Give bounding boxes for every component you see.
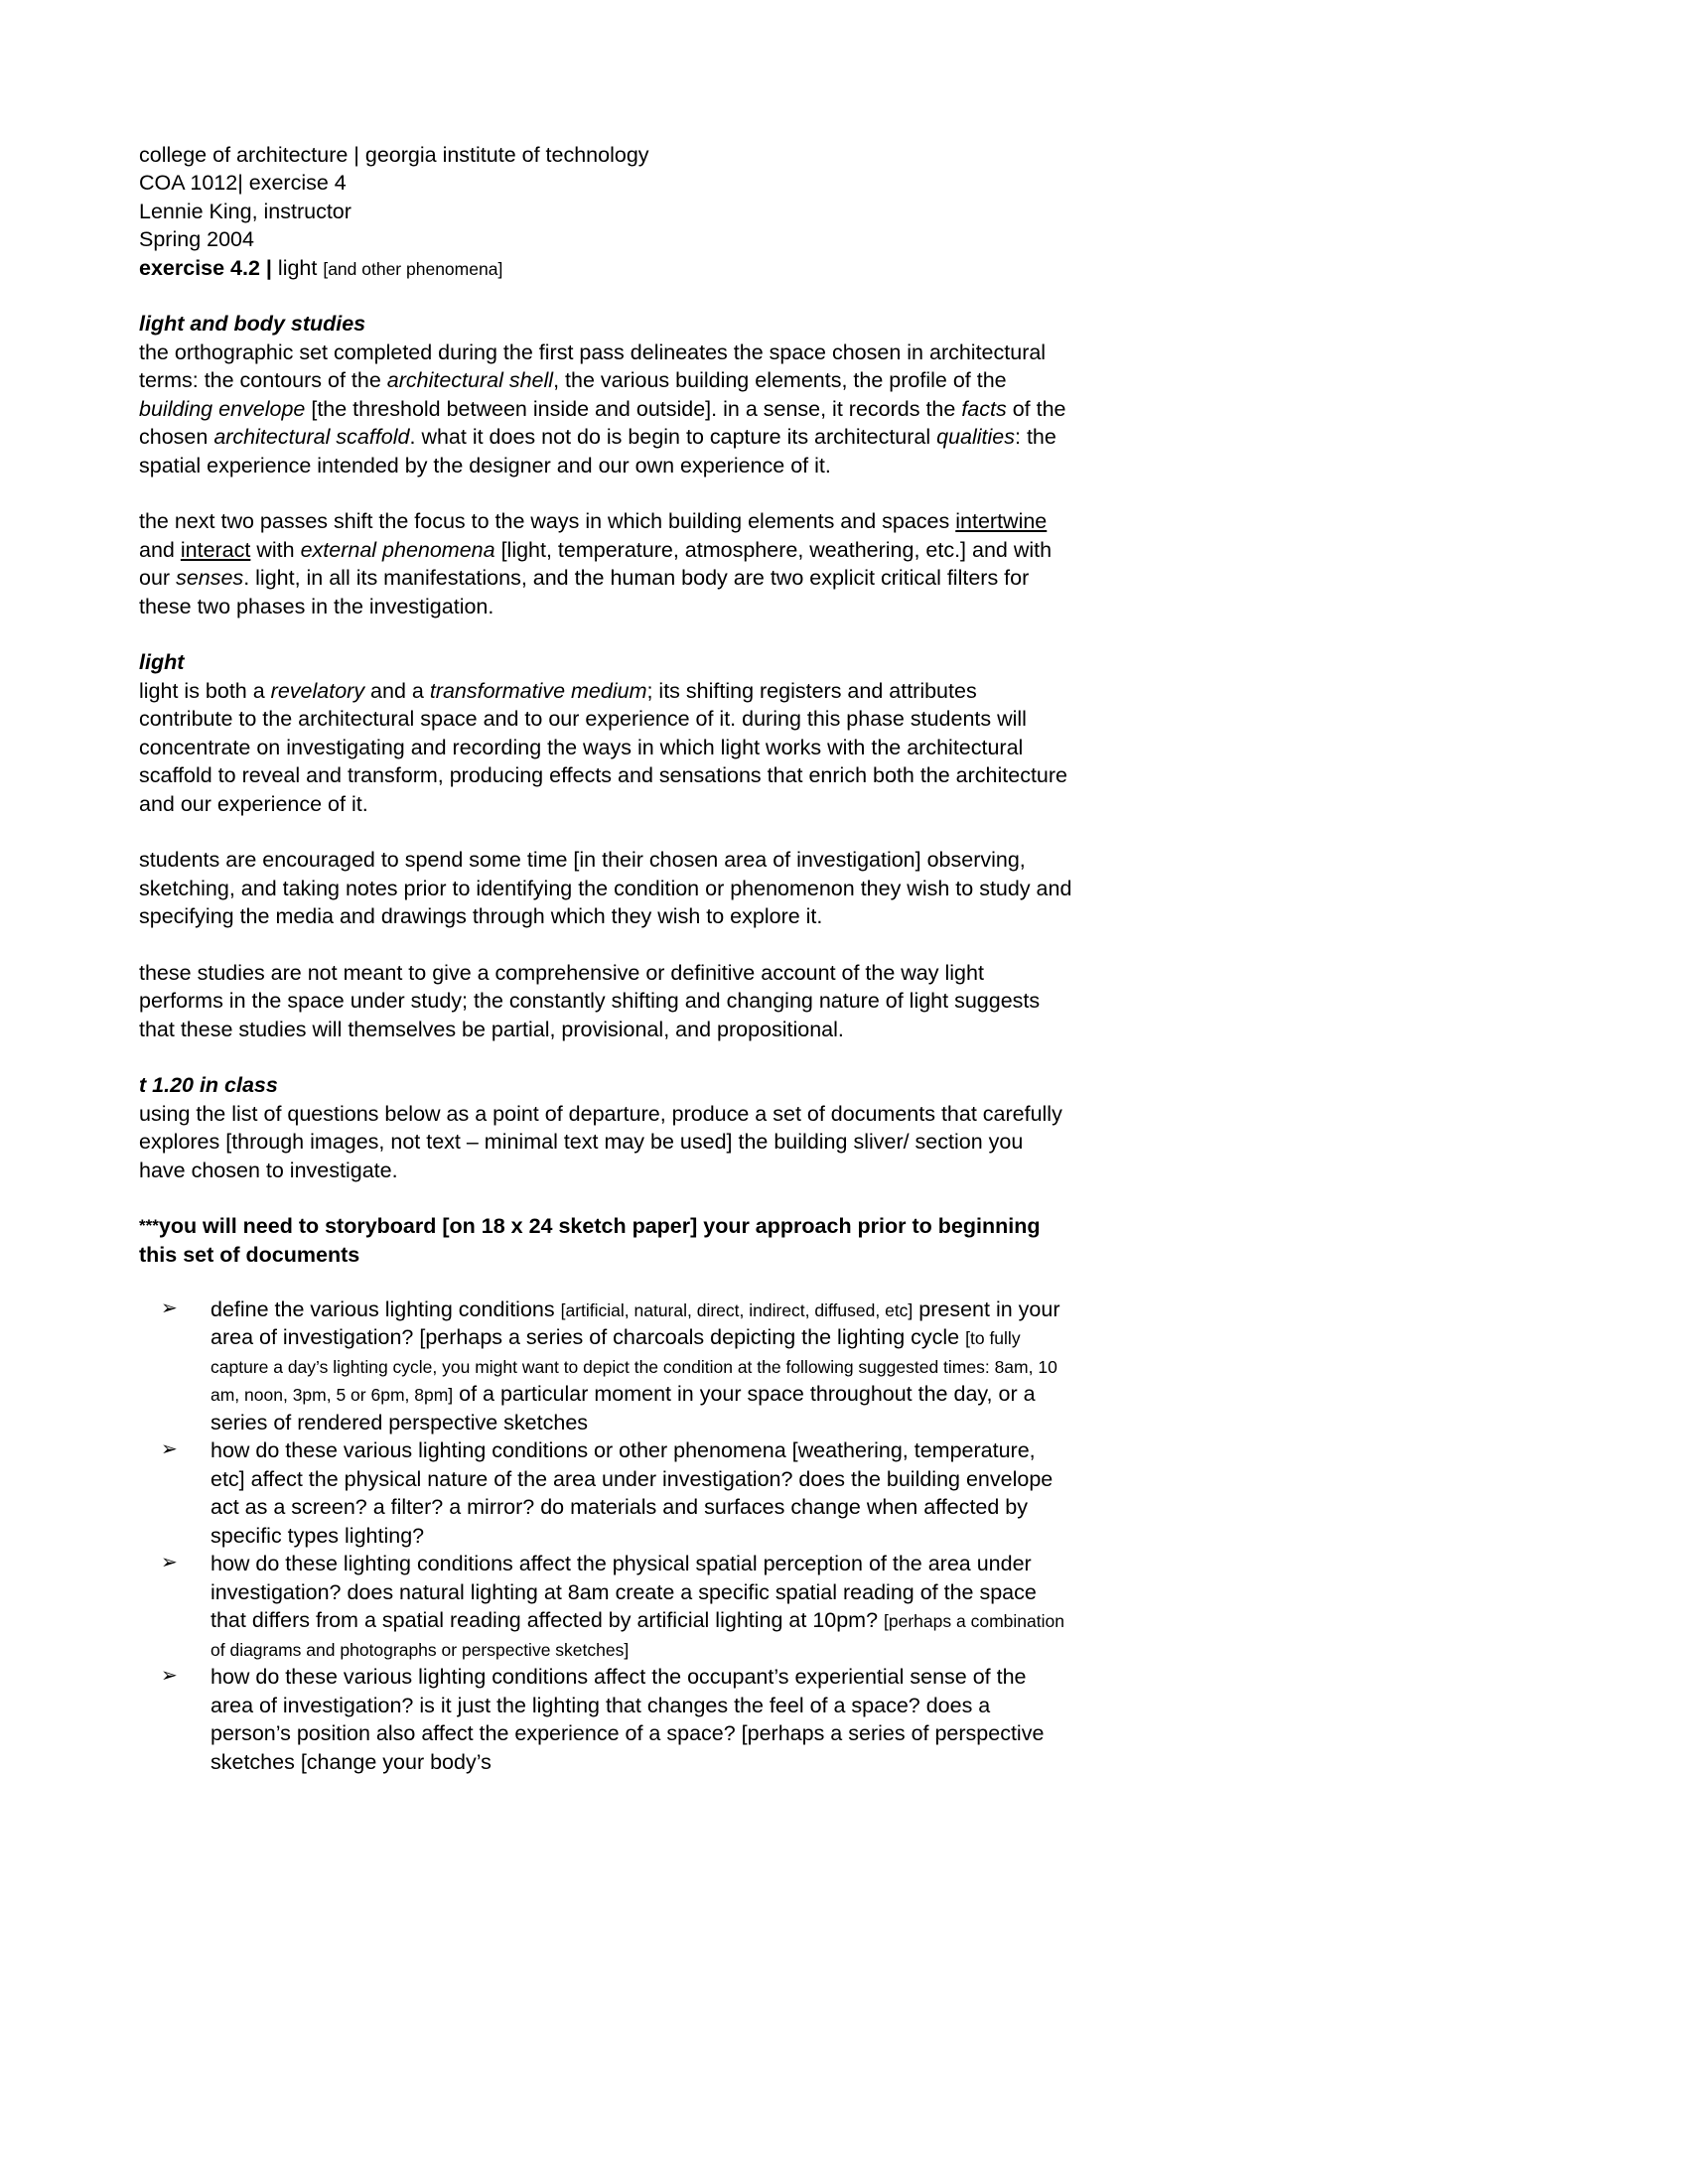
paragraph-next-two-passes	[139, 507, 1072, 620]
bullet-arrow-icon: ➢	[161, 1297, 178, 1319]
emphasis-building-envelope: building envelope	[139, 396, 306, 421]
text-run: : the spatial experience intended by the designer and our own experience of it.	[139, 425, 1056, 478]
spacer	[139, 282, 1072, 310]
text-run: of the chosen	[139, 396, 1066, 450]
emphasis-facts: facts	[961, 396, 1007, 421]
storyboard-stars: ***	[139, 1216, 159, 1236]
text-run: and	[139, 537, 181, 562]
spacer	[139, 479, 1072, 507]
list-item-text	[211, 1665, 1044, 1773]
emphasis-senses: senses	[176, 566, 244, 591]
text-run: . what it does not do is begin to capture its architectural	[409, 425, 937, 450]
header-line-course: COA 1012| exercise 4	[139, 171, 347, 196]
section-heading-light: light	[139, 650, 185, 675]
spacer	[139, 1269, 1072, 1296]
spacer	[139, 931, 1072, 959]
text-run: . light, in all its manifestations, and the human body are two explicit critical filters for these two phases in the investigation.	[139, 566, 1030, 618]
header-line-institution: college of architecture | georgia institute of technology	[139, 143, 649, 167]
paragraph-studies-not-comprehensive: these studies are not meant to give a comprehensive or definitive account of the way light performs in the space under study; the constantly shifting and changing nature of light suggests that these studies will themselves be partial, provisional, and propositional.	[139, 960, 1041, 1041]
text-run: present in your area of investigation? [perhaps a series of charcoals depicting the lighting cycle	[211, 1297, 1060, 1350]
list-item	[139, 1296, 1072, 1436]
emphasis-intertwine: intertwine	[955, 509, 1048, 534]
header-line-exercise	[139, 254, 1072, 282]
text-run: [artificial, natural, direct, indirect, diffused, etc]	[560, 1299, 914, 1320]
paragraph-light-medium	[139, 677, 1072, 818]
section-heading-light-and-body-studies: light and body studies	[139, 312, 366, 337]
spacer	[139, 1184, 1072, 1212]
emphasis-qualities: qualities	[936, 425, 1016, 450]
text-run: [light, temperature, atmosphere, weathering, etc.] and with our	[139, 537, 1053, 591]
list-item-text	[211, 1552, 1064, 1660]
paragraph-storyboard-requirement	[139, 1212, 1072, 1269]
exercise-note: [and other phenomena]	[323, 258, 503, 279]
text-run: of a particular moment in your space throughout the day, or a series of rendered perspective sketches	[211, 1382, 1036, 1434]
paragraph-students-encouraged: students are encouraged to spend some time [in their chosen area of investigation] observing, sketching, and taking notes prior to identifying the condition or phenomenon they wish to study and specifying the media and drawings through which they wish to explore it.	[139, 848, 1072, 929]
bullet-arrow-icon: ➢	[161, 1438, 178, 1461]
emphasis-revelatory: revelatory	[270, 678, 365, 703]
spacer	[139, 620, 1072, 648]
questions-list	[139, 1296, 1072, 1776]
document-body	[139, 141, 1072, 1776]
emphasis-architectural-shell: architectural shell	[386, 368, 554, 393]
list-item	[139, 1550, 1072, 1663]
list-item-text	[211, 1438, 1053, 1547]
bullet-arrow-icon: ➢	[161, 1665, 178, 1688]
section-heading-in-class: t 1.20 in class	[139, 1073, 278, 1098]
text-run: how do these various lighting conditions or other phenomena [weathering, temperature, etc] affect the physical nature of the area under investigation? does the building envelope act as a screen? a filter? a mirror? do materials and surfaces change when affected by specific types lighting?	[211, 1438, 1054, 1548]
text-run: [the threshold between inside and outside]. in a sense, it records the	[305, 396, 962, 421]
storyboard-text: you will need to storyboard [on 18 x 24 sketch paper] your approach prior to beginning this set of documents	[139, 1214, 1041, 1267]
emphasis-architectural-scaffold: architectural scaffold	[213, 425, 410, 450]
list-item-text	[211, 1297, 1060, 1434]
bullet-arrow-icon: ➢	[161, 1552, 178, 1574]
list-item	[139, 1436, 1072, 1550]
text-run: define the various lighting conditions	[211, 1297, 561, 1321]
text-run: how do these lighting conditions affect the physical spatial perception of the area under investigation? does natural lighting at 8am create a specific spatial reading of the space that differs from a spatial reading affected by artificial lighting at 10pm?	[211, 1552, 1037, 1633]
emphasis-external-phenomena: external phenomena	[300, 537, 495, 562]
text-run: the orthographic set completed during the first pass delineates the space chosen in architectural terms: the contours of the	[139, 340, 1047, 393]
text-run: with	[250, 537, 301, 562]
text-run: ; its shifting registers and attributes contribute to the architectural space and to our experience of it. during this phase students will concentrate on investigating and recording the ways in which light works with the architectural scaffold to reveal and transform, producing effects and sensations that enrich both the architecture and our experience of it.	[139, 678, 1068, 816]
text-run: [to fully capture a day’s lighting cycle, you might want to depict the condition at the following suggested times: 8am, 10 am, noon, 3pm, 5 or 6pm, 8pm]	[211, 1328, 1057, 1406]
emphasis-transformative-medium: transformative medium	[429, 678, 647, 703]
header-line-term: Spring 2004	[139, 227, 254, 252]
spacer	[139, 1043, 1072, 1071]
exercise-title: light	[271, 255, 324, 280]
paragraph-using-list-of-questions: using the list of questions below as a point of departure, produce a set of documents that carefully explores [through images, not text – minimal text may be used] the building sliver/ section you have chosen to investigate.	[139, 1101, 1062, 1182]
text-run: and a	[364, 678, 430, 703]
text-run: light is both a	[139, 678, 271, 703]
header-block	[139, 141, 1072, 282]
spacer	[139, 818, 1072, 846]
paragraph-orthographic-set	[139, 339, 1072, 479]
text-run: how do these various lighting conditions affect the occupant’s experiential sense of the area of investigation? is it just the lighting that changes the feel of a space? does a person’s position also affect the experience of a space? [perhaps a series of perspective sketches [change your body’s	[211, 1665, 1045, 1774]
text-run: the next two passes shift the focus to the ways in which building elements and spaces	[139, 509, 956, 534]
text-run: , the various building elements, the profile of the	[553, 368, 1007, 393]
text-run: [perhaps a combination of diagrams and photographs or perspective sketches]	[211, 1611, 1064, 1660]
header-line-instructor: Lennie King, instructor	[139, 199, 352, 223]
emphasis-interact: interact	[180, 537, 251, 562]
list-item	[139, 1663, 1072, 1776]
exercise-label: exercise 4.2 |	[139, 255, 272, 280]
